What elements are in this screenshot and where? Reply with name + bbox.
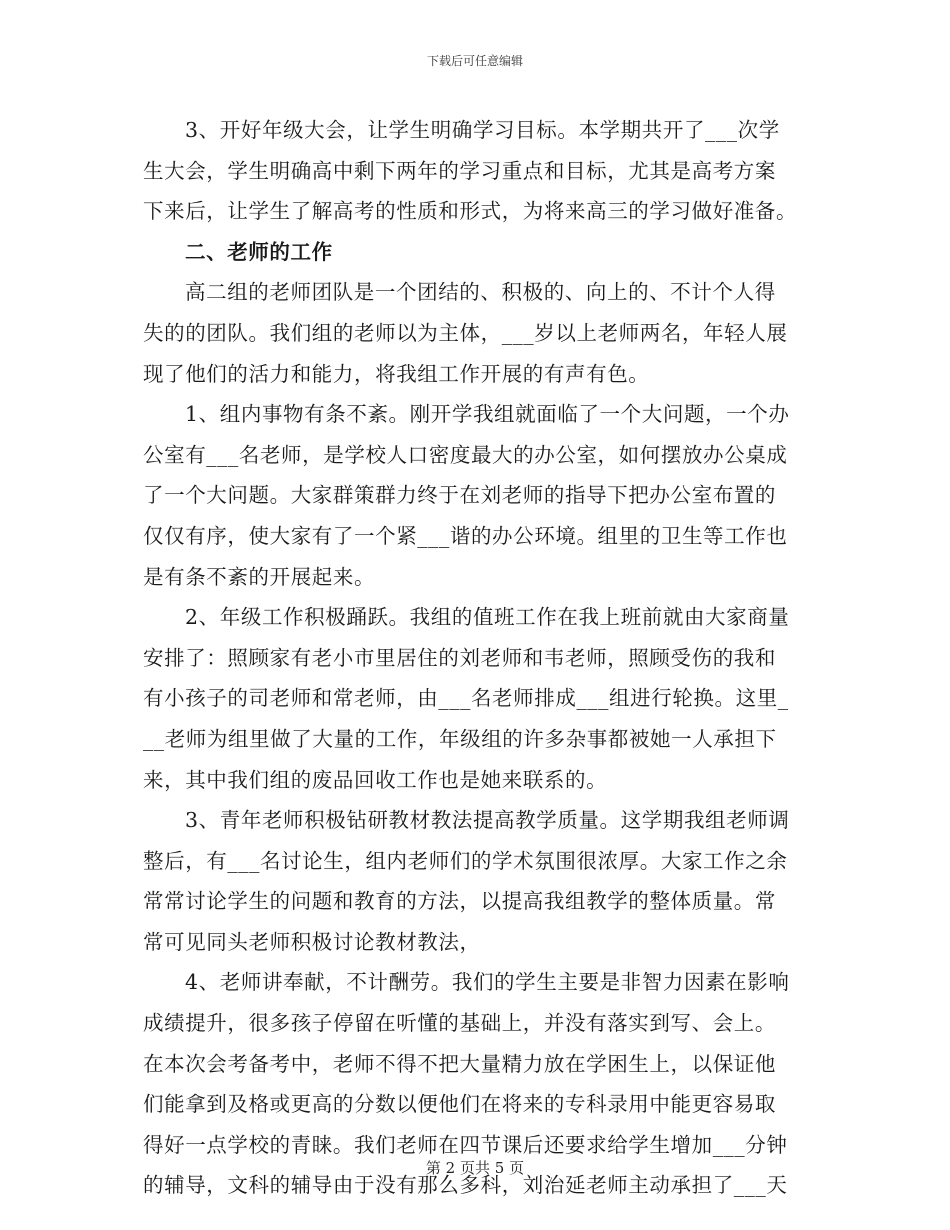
paragraph-line: 常常讨论学生的问题和教育的方法，以提高我组教学的整体质量。常: [143, 889, 776, 914]
paragraph-line: 得好一点学校的青睐。我们老师在四节课后还要求给学生增加___分钟: [143, 1132, 788, 1157]
paragraph-line: 了一个大问题。大家群策群力终于在刘老师的指导下把办公室布置的: [143, 483, 776, 508]
paragraph-line: 在本次会考备考中，老师不得不把大量精力放在学困生上，以保证他: [143, 1051, 776, 1076]
paragraph-line: 生大会，学生明确高中剩下两年的学习重点和目标，尤其是高考方案: [143, 158, 776, 183]
paragraph-line: 2、年级工作积极踊跃。我组的值班工作在我上班前就由大家商量: [185, 605, 790, 630]
paragraph-line: 来，其中我们组的废品回收工作也是她来联系的。: [143, 767, 608, 792]
paragraph-line: 们能拿到及格或更高的分数以便他们在将来的专科录用中能更容易取: [143, 1092, 776, 1117]
paragraph-line: 1、组内事物有条不紊。刚开学我组就面临了一个大问题，一个办: [185, 402, 790, 427]
paragraph-line: 4、老师讲奉献，不计酬劳。我们的学生主要是非智力因素在影响: [185, 970, 790, 995]
paragraph-line: 的辅导，文科的辅导由于没有那么多科，刘治延老师主动承担了___天: [143, 1173, 788, 1198]
paragraph-line: __老师为组里做了大量的工作，年级组的许多杂事都被她一人承担下: [143, 726, 777, 751]
paragraph-line: 3、开好年级大会，让学生明确学习目标。本学期共开了___次学: [185, 118, 780, 142]
paragraph-line: 下来后，让学生了解高考的性质和形式，为将来高三的学习做好准备。: [143, 199, 798, 224]
paragraph-line: 高二组的老师团队是一个团结的、积极的、向上的、不计个人得: [185, 280, 776, 305]
page-header: 下载后可任意编辑: [426, 54, 523, 68]
paragraph-line: 安排了：照顾家有老小市里居住的刘老师和韦老师，照顾受伤的我和: [143, 645, 776, 670]
paragraph-line: 3、青年老师积极钻研教材教法提高教学质量。这学期我组老师调: [185, 808, 790, 833]
paragraph-line: 是有条不紊的开展起来。: [143, 564, 376, 589]
section-heading: 二、老师的工作: [185, 239, 333, 264]
paragraph-line: 仅仅有序，使大家有了一个紧___谐的办公环境。组里的卫生等工作也: [143, 523, 788, 548]
paragraph-line: 有小孩子的司老师和常老师，由___名老师排成___组进行轮换。这里_: [143, 686, 789, 711]
paragraph-line: 常可见同头老师积极讨论教材教法，: [143, 929, 481, 954]
paragraph-line: 失的的团队。我们组的老师以为主体，___岁以上老师两名，年轻人展: [143, 320, 788, 345]
paragraph-line: 现了他们的活力和能力，将我组工作开展的有声有色。: [143, 361, 650, 386]
document-body: [143, 110, 807, 1206]
paragraph-line: 成绩提升，很多孩子停留在听懂的基础上，并没有落实到写、会上。: [143, 1011, 776, 1036]
paragraph-line: 整后，有___名讨论生，组内老师们的学术氛围很浓厚。大家工作之余: [143, 848, 788, 873]
paragraph-line: 公室有___名老师，是学校人口密度最大的办公室，如何摆放办公桌成: [143, 442, 788, 467]
page-number-footer: 第 2 页共 5 页: [425, 1159, 525, 1177]
